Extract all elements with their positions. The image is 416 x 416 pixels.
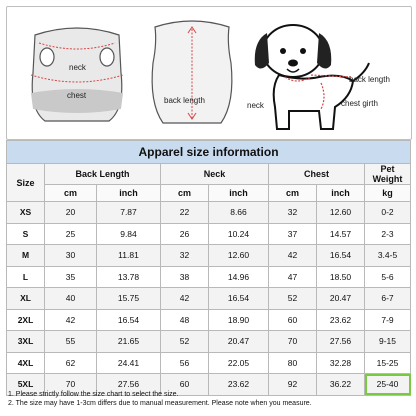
table-row: [7, 223, 411, 245]
table-cell: 38: [161, 266, 209, 288]
table-cell: 15.75: [97, 288, 161, 310]
front-neck-label: neck: [69, 63, 86, 72]
table-cell: 36.22: [317, 374, 365, 396]
measurement-illustrations: [6, 6, 412, 140]
unit-header: cm: [269, 185, 317, 202]
unit-header: cm: [161, 185, 209, 202]
size-cell: 4XL: [7, 352, 45, 374]
table-cell: 42: [45, 309, 97, 331]
table-cell: 70: [45, 374, 97, 396]
table-cell: 25: [45, 223, 97, 245]
shirt-back-illustration: [147, 13, 237, 133]
table-cell: 22.05: [209, 352, 269, 374]
size-table-body: [7, 202, 411, 396]
table-cell: 92: [269, 374, 317, 396]
table-title: Apparel size information: [7, 141, 411, 164]
size-cell: XL: [7, 288, 45, 310]
shirt-back-icon: [147, 13, 237, 133]
table-cell: 23.62: [209, 374, 269, 396]
table-cell: 47: [269, 266, 317, 288]
table-cell: 6-7: [365, 288, 411, 310]
size-cell: L: [7, 266, 45, 288]
table-cell: 26: [161, 223, 209, 245]
front-chest-label: chest: [67, 91, 87, 100]
table-row: [7, 352, 411, 374]
table-cell: 20.47: [317, 288, 365, 310]
size-cell: 5XL: [7, 374, 45, 396]
size-cell: S: [7, 223, 45, 245]
dog-illustration: [241, 11, 407, 137]
pet-weight-header: Pet Weight: [365, 164, 411, 185]
note-line: 2. The size may have 1-3cm differs due to manual measurement. Please note when you measure.: [8, 400, 312, 407]
dog-neck-label: neck: [247, 101, 264, 110]
note-line: 1. Please strictly follow the size chart to select the size.: [8, 391, 179, 398]
table-cell: 11.81: [97, 245, 161, 267]
shirt-front-icon: [17, 13, 137, 133]
unit-header: cm: [45, 185, 97, 202]
table-cell: 8.66: [209, 202, 269, 224]
unit-header: inch: [97, 185, 161, 202]
table-cell: 15-25: [365, 352, 411, 374]
size-cell: XS: [7, 202, 45, 224]
table-row: [7, 202, 411, 224]
back-length-label: back length: [164, 96, 205, 105]
table-cell: 24.41: [97, 352, 161, 374]
table-cell: 16.54: [97, 309, 161, 331]
unit-header: kg: [365, 185, 411, 202]
table-cell: 37: [269, 223, 317, 245]
table-cell: 7.87: [97, 202, 161, 224]
table-cell: 9-15: [365, 331, 411, 353]
table-cell: 0-2: [365, 202, 411, 224]
table-cell: 70: [269, 331, 317, 353]
table-cell: 2-3: [365, 223, 411, 245]
table-cell: 32: [161, 245, 209, 267]
back-length-header: Back Length: [45, 164, 161, 185]
notes: [8, 390, 410, 408]
dog-chest-girth-label: chest girth: [341, 99, 378, 108]
table-cell: 52: [269, 288, 317, 310]
size-table: [6, 140, 411, 396]
table-cell: 12.60: [209, 245, 269, 267]
table-cell: 55: [45, 331, 97, 353]
table-cell: 12.60: [317, 202, 365, 224]
table-cell: 20.47: [209, 331, 269, 353]
size-header: Size: [7, 164, 45, 202]
unit-header: inch: [317, 185, 365, 202]
table-cell: 21.65: [97, 331, 161, 353]
table-cell: 13.78: [97, 266, 161, 288]
unit-header: inch: [209, 185, 269, 202]
table-cell: 3.4-5: [365, 245, 411, 267]
table-cell: 80: [269, 352, 317, 374]
size-cell: 3XL: [7, 331, 45, 353]
table-cell: 7-9: [365, 309, 411, 331]
table-cell: 30: [45, 245, 97, 267]
table-cell: 42: [269, 245, 317, 267]
table-cell: 32: [269, 202, 317, 224]
table-cell: 14.57: [317, 223, 365, 245]
table-row: [7, 245, 411, 267]
table-row: [7, 331, 411, 353]
table-cell: 62: [45, 352, 97, 374]
table-cell: 20: [45, 202, 97, 224]
table-cell: 5-6: [365, 266, 411, 288]
table-cell: 16.54: [209, 288, 269, 310]
table-cell: 56: [161, 352, 209, 374]
table-cell: 18.50: [317, 266, 365, 288]
table-cell: 42: [161, 288, 209, 310]
size-cell: 2XL: [7, 309, 45, 331]
dog-back-length-label: back length: [349, 75, 390, 84]
chest-header: Chest: [269, 164, 365, 185]
table-cell: 35: [45, 266, 97, 288]
table-cell: 10.24: [209, 223, 269, 245]
table-cell: 14.96: [209, 266, 269, 288]
table-cell: 32.28: [317, 352, 365, 374]
size-cell: M: [7, 245, 45, 267]
table-cell: 60: [269, 309, 317, 331]
table-cell: 25-40: [365, 374, 411, 396]
dog-icon: [241, 11, 407, 137]
table-cell: 18.90: [209, 309, 269, 331]
neck-header: Neck: [161, 164, 269, 185]
table-row: [7, 288, 411, 310]
table-row: [7, 309, 411, 331]
table-cell: 16.54: [317, 245, 365, 267]
table-cell: 52: [161, 331, 209, 353]
table-cell: 9.84: [97, 223, 161, 245]
table-cell: 23.62: [317, 309, 365, 331]
table-cell: 22: [161, 202, 209, 224]
shirt-front-illustration: [17, 13, 137, 133]
table-cell: 40: [45, 288, 97, 310]
table-cell: 27.56: [97, 374, 161, 396]
table-cell: 48: [161, 309, 209, 331]
table-row: [7, 266, 411, 288]
table-cell: 27.56: [317, 331, 365, 353]
table-cell: 60: [161, 374, 209, 396]
